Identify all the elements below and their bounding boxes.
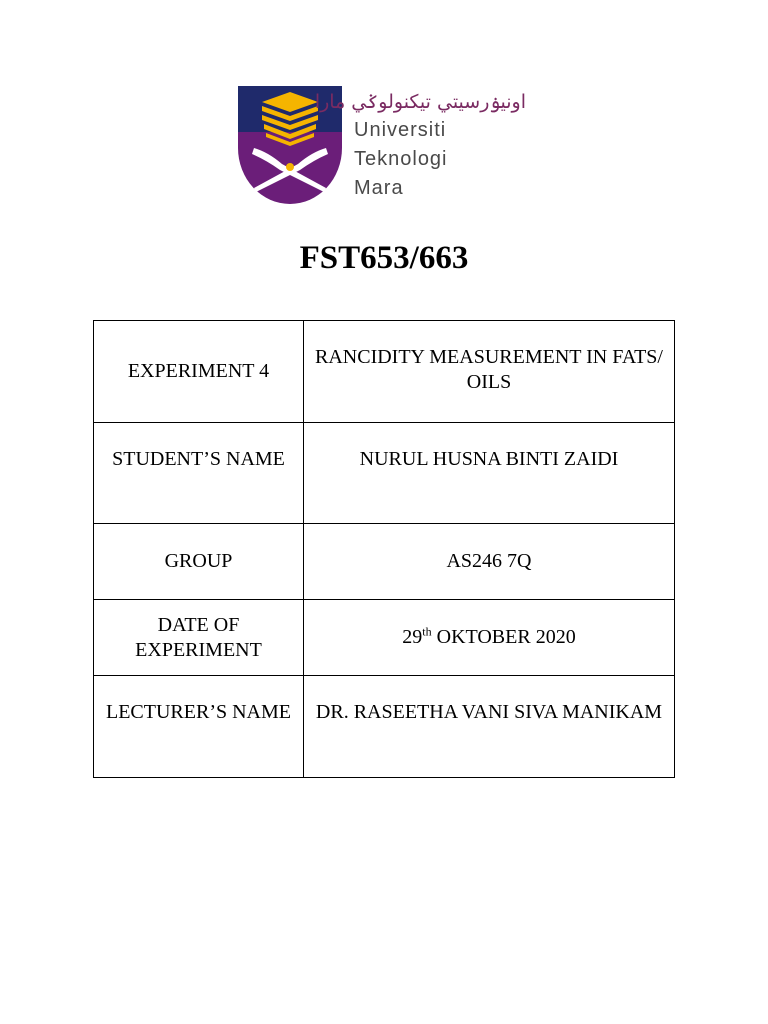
row-label: EXPERIMENT 4 — [94, 321, 304, 423]
row-label: LECTURER’S NAME — [94, 676, 304, 778]
row-label: STUDENT’S NAME — [94, 423, 304, 524]
svg-text:اونيۏرسيتي تيكنولوݢي مارا: اونيۏرسيتي تيكنولوݢي مارا — [314, 91, 526, 113]
wordmark-line-2: Teknologi — [354, 148, 448, 170]
date-day: 29 — [402, 626, 423, 648]
row-value: DR. RASEETHA VANI SIVA MANIKAM — [304, 676, 675, 778]
jawi-script-wordmark — [314, 86, 526, 116]
row-value: AS246 7Q — [304, 524, 675, 600]
wordmark-line-3: Mara — [354, 177, 404, 199]
wordmark-line-1: Universiti — [354, 119, 447, 141]
table-row — [94, 676, 675, 778]
table-row — [94, 321, 675, 423]
course-code-title: FST653/663 — [299, 240, 469, 276]
table-row — [94, 423, 675, 524]
date-ordinal-suffix: th — [422, 624, 432, 639]
table-row — [94, 524, 675, 600]
row-label: DATE OF EXPERIMENT — [94, 600, 304, 676]
cover-info-table — [93, 320, 675, 778]
table-row — [94, 600, 675, 676]
university-wordmark — [354, 116, 544, 203]
row-value — [304, 600, 675, 676]
date-month-year: OKTOBER 2020 — [431, 626, 576, 648]
row-value: RANCIDITY MEASUREMENT IN FATS/ OILS — [304, 321, 675, 423]
university-logo — [238, 86, 538, 206]
row-value: NURUL HUSNA BINTI ZAIDI — [304, 423, 675, 524]
row-label: GROUP — [94, 524, 304, 600]
